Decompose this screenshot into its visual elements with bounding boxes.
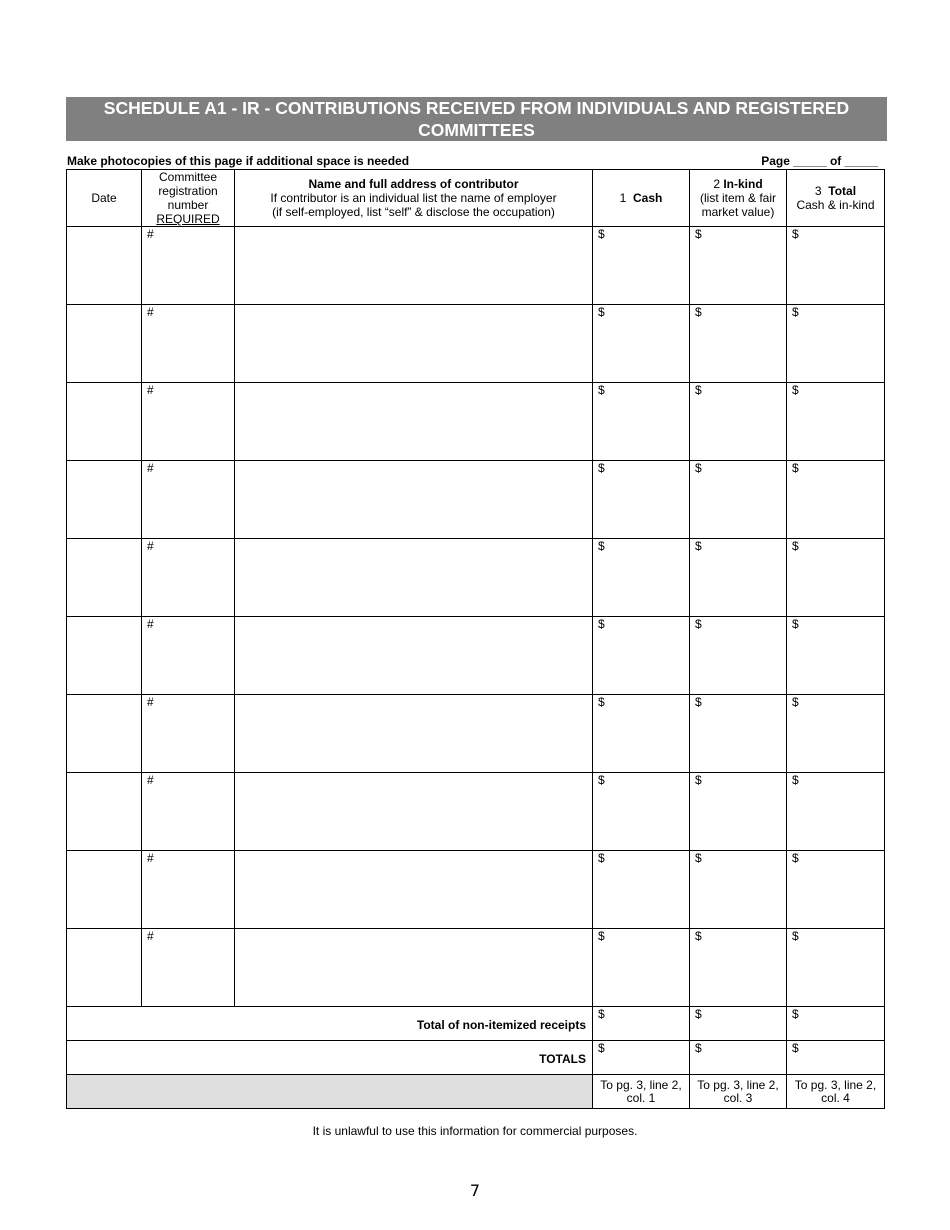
total-cell[interactable] <box>787 695 885 773</box>
hash-mark: # <box>147 695 154 709</box>
dollar-mark: $ <box>695 383 702 397</box>
committee-number-cell[interactable] <box>142 461 235 539</box>
contributor-cell[interactable] <box>235 539 593 617</box>
cash-cell[interactable] <box>593 773 690 851</box>
col-header-total: 3 Total Cash & in-kind <box>787 170 885 227</box>
totals-cash-cell[interactable]: $ <box>593 1041 690 1075</box>
dollar-mark: $ <box>598 383 605 397</box>
contributor-cell[interactable] <box>235 461 593 539</box>
foot-note-cash: To pg. 3, line 2, col. 1 <box>593 1075 690 1109</box>
non-itemized-inkind-cell[interactable]: $ <box>690 1007 787 1041</box>
date-cell[interactable] <box>67 461 142 539</box>
contributor-cell[interactable] <box>235 617 593 695</box>
inkind-cell[interactable] <box>690 773 787 851</box>
page-number: 7 <box>469 1181 481 1200</box>
table-row <box>67 305 885 383</box>
dollar-mark: $ <box>598 851 605 865</box>
col-header-cash: 1 Cash <box>593 170 690 227</box>
non-itemized-row <box>67 1007 885 1041</box>
total-cell[interactable] <box>787 617 885 695</box>
contributor-cell[interactable] <box>235 305 593 383</box>
cash-cell[interactable] <box>593 617 690 695</box>
totals-inkind-cell[interactable]: $ <box>690 1041 787 1075</box>
date-cell[interactable] <box>67 227 142 305</box>
non-itemized-label: Total of non-itemized receipts <box>67 1007 593 1041</box>
totals-label: TOTALS <box>67 1041 593 1075</box>
cash-cell[interactable] <box>593 227 690 305</box>
foot-note-total: To pg. 3, line 2, col. 4 <box>787 1075 885 1109</box>
shaded-cell <box>67 1075 593 1109</box>
hash-mark: # <box>147 539 154 553</box>
date-cell[interactable] <box>67 383 142 461</box>
dollar-mark: $ <box>792 305 799 319</box>
dollar-mark: $ <box>792 383 799 397</box>
hash-mark: # <box>147 227 154 241</box>
cash-cell[interactable] <box>593 695 690 773</box>
committee-number-cell[interactable] <box>142 539 235 617</box>
contributor-cell[interactable] <box>235 383 593 461</box>
contributor-cell[interactable] <box>235 227 593 305</box>
totals-total-cell[interactable]: $ <box>787 1041 885 1075</box>
contributor-cell[interactable] <box>235 773 593 851</box>
table-row <box>67 227 885 305</box>
date-cell[interactable] <box>67 617 142 695</box>
foot-note-inkind: To pg. 3, line 2, col. 3 <box>690 1075 787 1109</box>
total-cell[interactable] <box>787 461 885 539</box>
dollar-mark: $ <box>598 461 605 475</box>
committee-number-cell[interactable] <box>142 227 235 305</box>
table-header-row <box>67 170 885 227</box>
total-cell[interactable] <box>787 227 885 305</box>
dollar-mark: $ <box>598 227 605 241</box>
contributions-table <box>66 169 885 1109</box>
inkind-cell[interactable] <box>690 305 787 383</box>
dollar-mark: $ <box>792 227 799 241</box>
contributor-cell[interactable] <box>235 851 593 929</box>
inkind-cell[interactable] <box>690 227 787 305</box>
table-row <box>67 617 885 695</box>
table-row <box>67 695 885 773</box>
inkind-cell[interactable] <box>690 929 787 1007</box>
date-cell[interactable] <box>67 695 142 773</box>
dollar-mark: $ <box>598 539 605 553</box>
table-row <box>67 461 885 539</box>
dollar-mark: $ <box>695 773 702 787</box>
committee-number-cell[interactable] <box>142 929 235 1007</box>
date-cell[interactable] <box>67 539 142 617</box>
total-cell[interactable] <box>787 851 885 929</box>
hash-mark: # <box>147 929 154 943</box>
inkind-cell[interactable] <box>690 539 787 617</box>
cash-cell[interactable] <box>593 461 690 539</box>
dollar-mark: $ <box>695 929 702 943</box>
dollar-mark: $ <box>598 695 605 709</box>
committee-number-cell[interactable] <box>142 305 235 383</box>
col-header-committee: Committee registration number REQUIRED <box>142 170 235 227</box>
table-row <box>67 929 885 1007</box>
inkind-cell[interactable] <box>690 851 787 929</box>
date-cell[interactable] <box>67 305 142 383</box>
total-cell[interactable] <box>787 305 885 383</box>
dollar-mark: $ <box>792 851 799 865</box>
cash-cell[interactable] <box>593 929 690 1007</box>
total-cell[interactable] <box>787 383 885 461</box>
dollar-mark: $ <box>695 617 702 631</box>
dollar-mark: $ <box>598 305 605 319</box>
col-header-date: Date <box>67 170 142 227</box>
committee-number-cell[interactable] <box>142 383 235 461</box>
inkind-cell[interactable] <box>690 461 787 539</box>
cash-cell[interactable] <box>593 305 690 383</box>
hash-mark: # <box>147 461 154 475</box>
hash-mark: # <box>147 305 154 319</box>
subheader-line <box>67 154 878 168</box>
total-cell[interactable] <box>787 773 885 851</box>
page-of-field[interactable]: Page _____ of _____ <box>761 154 878 168</box>
contributor-cell[interactable] <box>235 695 593 773</box>
committee-number-cell[interactable] <box>142 773 235 851</box>
non-itemized-total-cell[interactable]: $ <box>787 1007 885 1041</box>
dollar-mark: $ <box>792 695 799 709</box>
col-header-inkind: 2 In-kind (list item & fair market value) <box>690 170 787 227</box>
dollar-mark: $ <box>598 617 605 631</box>
inkind-cell[interactable] <box>690 695 787 773</box>
total-cell[interactable] <box>787 539 885 617</box>
dollar-mark: $ <box>598 929 605 943</box>
cash-cell[interactable] <box>593 851 690 929</box>
non-itemized-cash-cell[interactable]: $ <box>593 1007 690 1041</box>
dollar-mark: $ <box>598 773 605 787</box>
table-row <box>67 539 885 617</box>
inkind-cell[interactable] <box>690 383 787 461</box>
dollar-mark: $ <box>695 461 702 475</box>
photocopy-note: Make photocopies of this page if additional space is needed <box>67 154 410 168</box>
dollar-mark: $ <box>792 617 799 631</box>
date-cell[interactable] <box>67 851 142 929</box>
dollar-mark: $ <box>695 851 702 865</box>
hash-mark: # <box>147 383 154 397</box>
cash-cell[interactable] <box>593 383 690 461</box>
committee-number-cell[interactable] <box>142 851 235 929</box>
table-row <box>67 851 885 929</box>
hash-mark: # <box>147 773 154 787</box>
table-row <box>67 383 885 461</box>
total-cell[interactable] <box>787 929 885 1007</box>
hash-mark: # <box>147 851 154 865</box>
inkind-cell[interactable] <box>690 617 787 695</box>
date-cell[interactable] <box>67 773 142 851</box>
col-header-contributor: Name and full address of contributor If contributor is an individual list the name of employer (if self-employed, list “self” & disclose the occupation) <box>235 170 593 227</box>
dollar-mark: $ <box>695 305 702 319</box>
dollar-mark: $ <box>695 539 702 553</box>
cash-cell[interactable] <box>593 539 690 617</box>
dollar-mark: $ <box>695 695 702 709</box>
schedule-title: SCHEDULE A1 - IR - CONTRIBUTIONS RECEIVED FROM INDIVIDUALS AND REGISTERED COMMITTEES <box>66 97 887 141</box>
committee-number-cell[interactable] <box>142 695 235 773</box>
dollar-mark: $ <box>792 461 799 475</box>
table-row <box>67 773 885 851</box>
dollar-mark: $ <box>695 227 702 241</box>
dollar-mark: $ <box>792 929 799 943</box>
totals-row <box>67 1041 885 1075</box>
hash-mark: # <box>147 617 154 631</box>
committee-number-cell[interactable] <box>142 617 235 695</box>
contributor-cell[interactable] <box>235 929 593 1007</box>
carry-forward-row <box>67 1075 885 1109</box>
dollar-mark: $ <box>792 773 799 787</box>
commercial-use-disclaimer: It is unlawful to use this information for commercial purposes. <box>312 1124 638 1138</box>
dollar-mark: $ <box>792 539 799 553</box>
date-cell[interactable] <box>67 929 142 1007</box>
